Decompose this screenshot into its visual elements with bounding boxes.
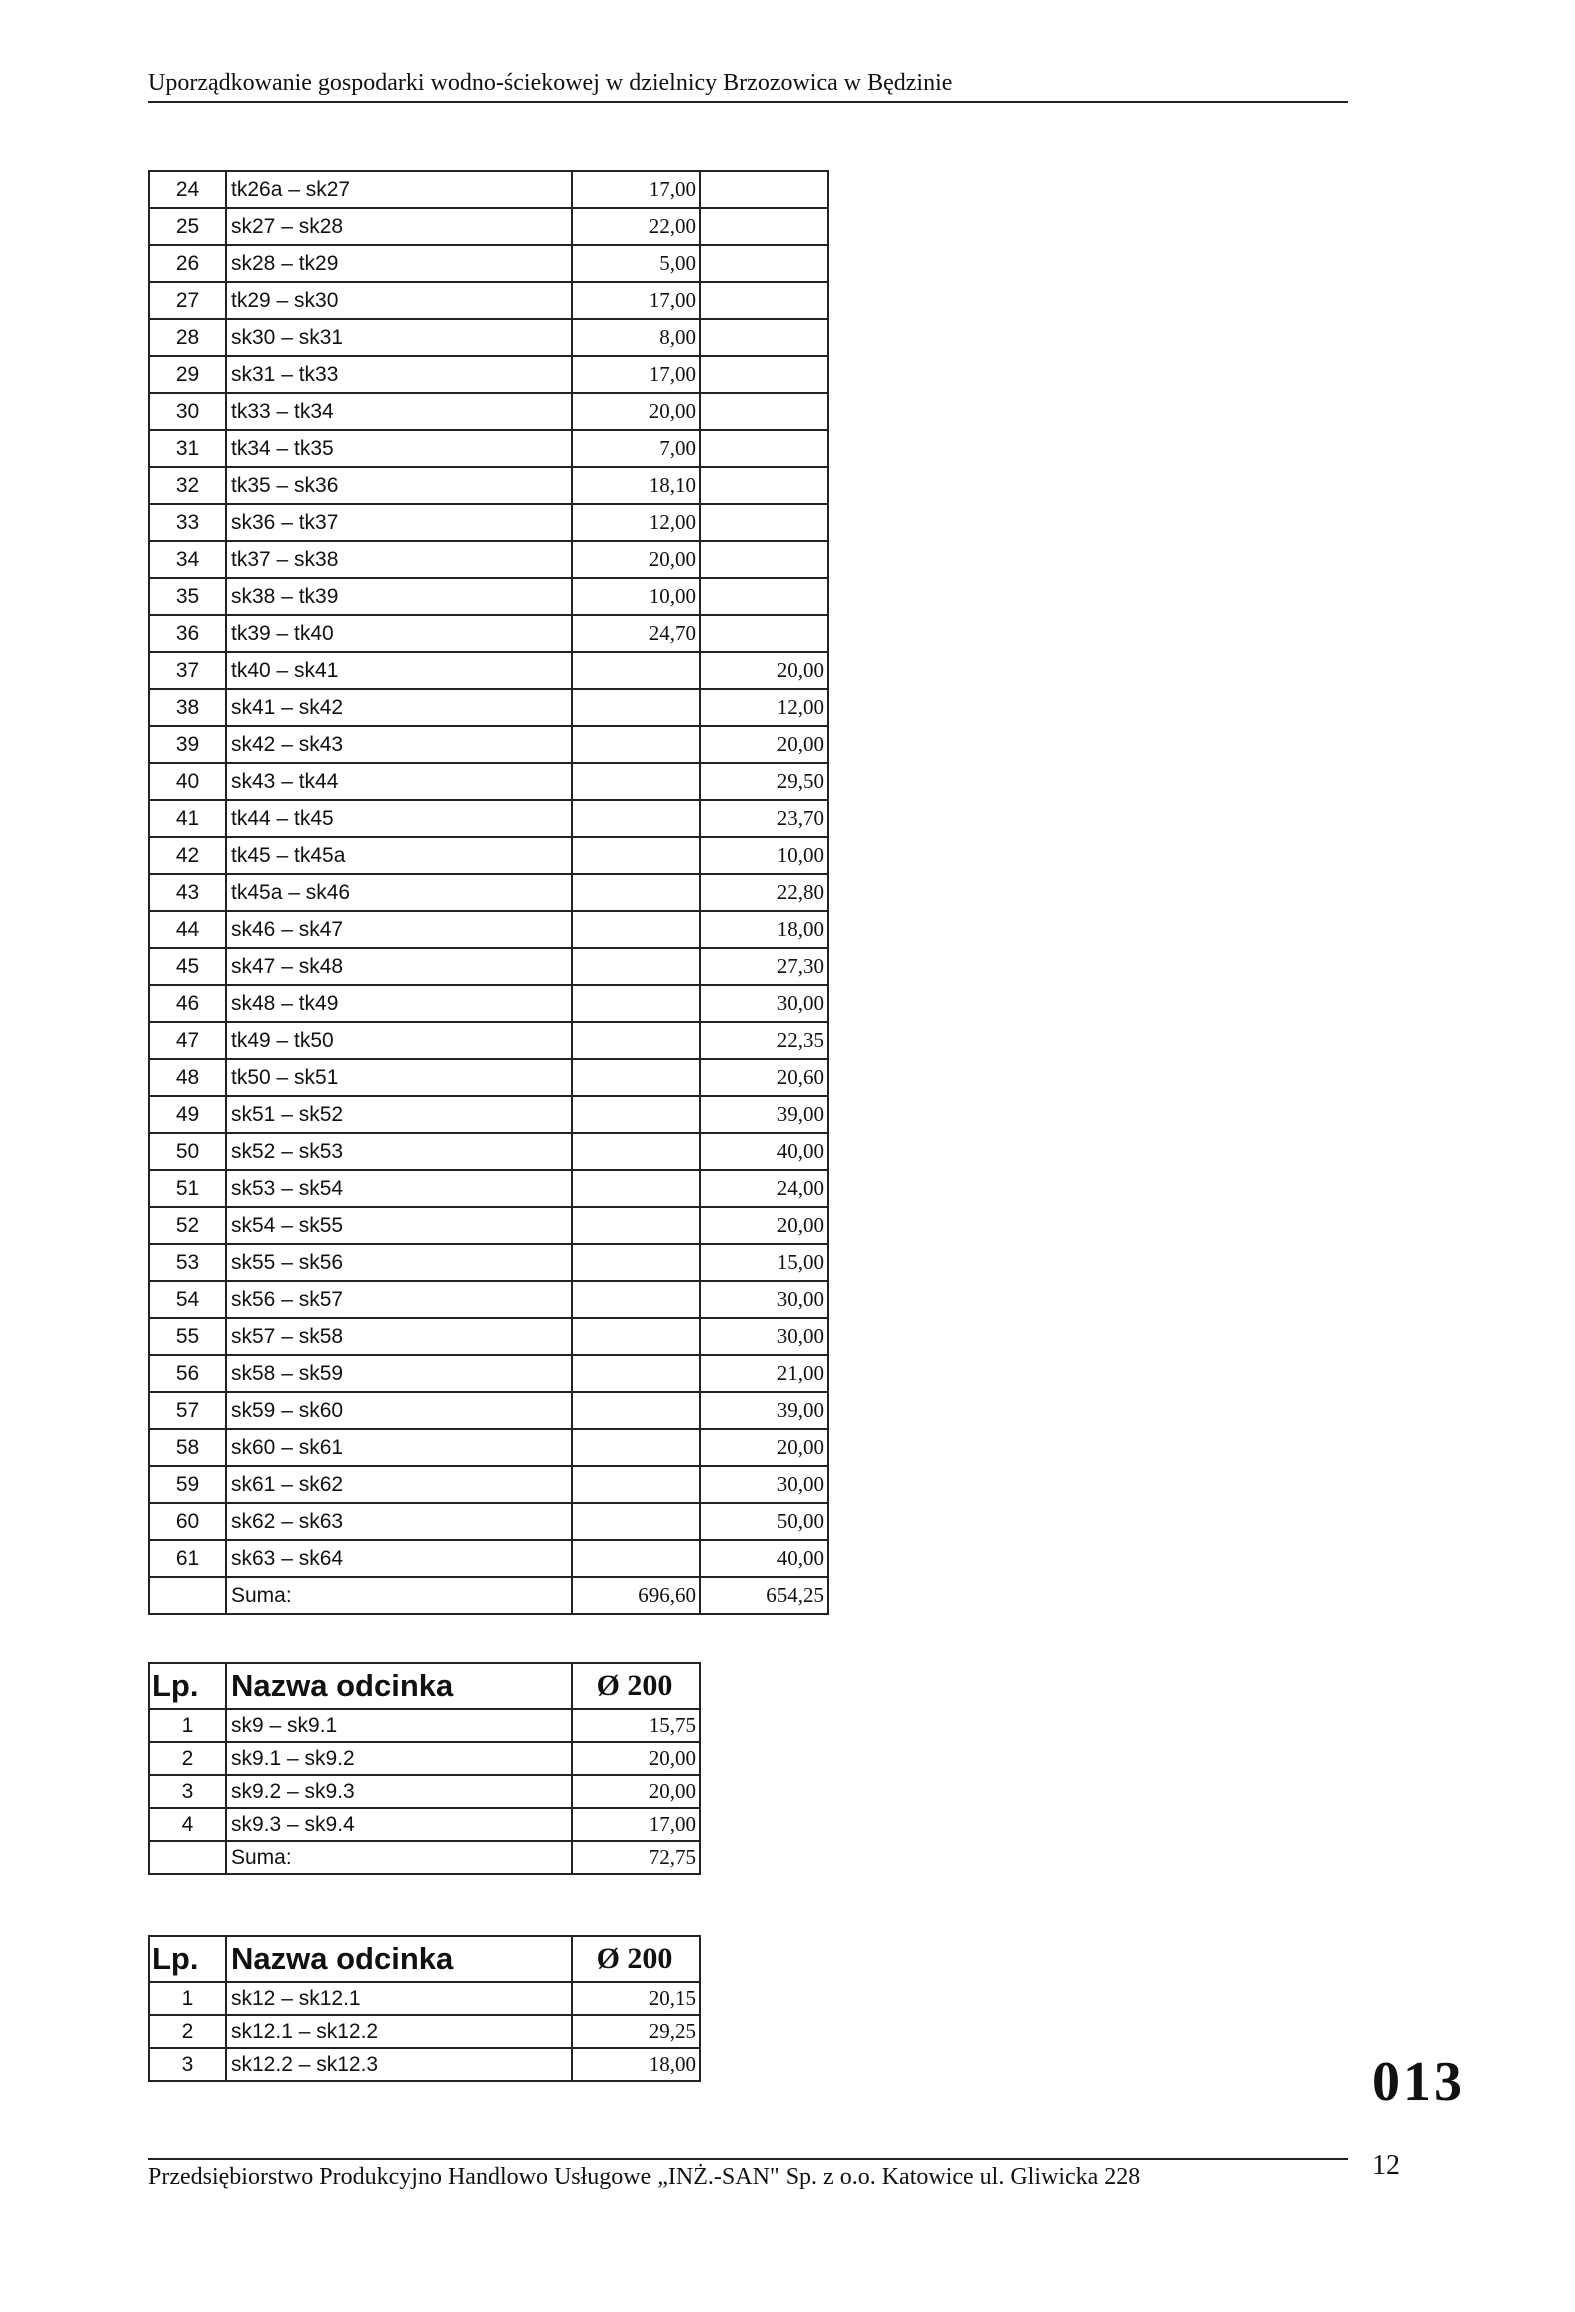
table-row xyxy=(149,1841,700,1874)
table-row-cell-0: 43 xyxy=(149,874,226,911)
table-row-cell-3: 20,00 xyxy=(700,652,828,689)
column-header: Ø 200 xyxy=(572,1663,700,1709)
table-row-cell-0: 40 xyxy=(149,763,226,800)
table-row-cell-2: 5,00 xyxy=(572,245,700,282)
table-row-cell-0: 27 xyxy=(149,282,226,319)
table-row-cell-0: 38 xyxy=(149,689,226,726)
table-row-cell-3: 10,00 xyxy=(700,837,828,874)
table-row-cell-3 xyxy=(700,393,828,430)
table-row xyxy=(149,1133,828,1170)
table-row xyxy=(149,615,828,652)
table-row-cell-3: 21,00 xyxy=(700,1355,828,1392)
table-row-cell-1: sk60 – sk61 xyxy=(226,1429,572,1466)
table-row-cell-3: 20,00 xyxy=(700,726,828,763)
table-row-cell-1: tk50 – sk51 xyxy=(226,1059,572,1096)
table-row-cell-1: Suma: xyxy=(226,1577,572,1614)
table-row-cell-2 xyxy=(572,689,700,726)
table-row-cell-3: 654,25 xyxy=(700,1577,828,1614)
table-row xyxy=(149,282,828,319)
table-row-cell-0: 57 xyxy=(149,1392,226,1429)
table-row-cell-1: sk57 – sk58 xyxy=(226,1318,572,1355)
table-row xyxy=(149,1207,828,1244)
table-row-cell-2 xyxy=(572,1059,700,1096)
header-row xyxy=(149,1663,700,1709)
table-row-cell-1: sk63 – sk64 xyxy=(226,1540,572,1577)
table-row xyxy=(149,1244,828,1281)
table-row-cell-2 xyxy=(572,1133,700,1170)
table-row-cell-1: tk44 – tk45 xyxy=(226,800,572,837)
table-row-cell-1: sk36 – tk37 xyxy=(226,504,572,541)
table-row-cell-0: 33 xyxy=(149,504,226,541)
table-row-cell-3: 30,00 xyxy=(700,985,828,1022)
table-row xyxy=(149,1503,828,1540)
table-row-cell-2 xyxy=(572,1503,700,1540)
table-row-cell-0: 2 xyxy=(149,1742,226,1775)
table-row-cell-2 xyxy=(572,763,700,800)
table-row-cell-3 xyxy=(700,615,828,652)
table-row-cell-1: tk40 – sk41 xyxy=(226,652,572,689)
table-row-cell-0: 59 xyxy=(149,1466,226,1503)
table-row-cell-0: 31 xyxy=(149,430,226,467)
table-row xyxy=(149,1170,828,1207)
table-row-cell-0: 41 xyxy=(149,800,226,837)
table-row-cell-2: 8,00 xyxy=(572,319,700,356)
table-row-cell-1: tk45 – tk45a xyxy=(226,837,572,874)
table-row xyxy=(149,911,828,948)
table-row xyxy=(149,578,828,615)
table-row xyxy=(149,1808,700,1841)
table-row-cell-1: sk38 – tk39 xyxy=(226,578,572,615)
table-sk9 xyxy=(148,1662,701,1875)
table-row-cell-1: sk42 – sk43 xyxy=(226,726,572,763)
table-row xyxy=(149,1540,828,1577)
table-row-cell-0: 55 xyxy=(149,1318,226,1355)
column-header: Lp. xyxy=(149,1936,226,1982)
table-row-cell-3: 27,30 xyxy=(700,948,828,985)
table-row-cell-2 xyxy=(572,1429,700,1466)
table-row-cell-2: 15,75 xyxy=(572,1709,700,1742)
table-row-cell-2 xyxy=(572,800,700,837)
table-row-cell-3: 30,00 xyxy=(700,1318,828,1355)
table-row-cell-2 xyxy=(572,1466,700,1503)
page-header: Uporządkowanie gospodarki wodno-ściekowej w dzielnicy Brzozowica w Będzinie xyxy=(148,70,1348,103)
table-row-cell-3: 30,00 xyxy=(700,1281,828,1318)
table-row-cell-1: sk51 – sk52 xyxy=(226,1096,572,1133)
table-row-cell-1: sk9.1 – sk9.2 xyxy=(226,1742,572,1775)
table-row-cell-3: 30,00 xyxy=(700,1466,828,1503)
table-row-cell-3 xyxy=(700,356,828,393)
table-row-cell-2: 20,00 xyxy=(572,393,700,430)
table-row-cell-0: 26 xyxy=(149,245,226,282)
table-row-cell-2 xyxy=(572,1170,700,1207)
table-row-cell-0: 1 xyxy=(149,1982,226,2015)
table-row-cell-0: 52 xyxy=(149,1207,226,1244)
table-row-cell-0: 36 xyxy=(149,615,226,652)
table-row-cell-2 xyxy=(572,1096,700,1133)
table-row-cell-2 xyxy=(572,837,700,874)
table-row-cell-3: 39,00 xyxy=(700,1096,828,1133)
table-row xyxy=(149,837,828,874)
table-row xyxy=(149,1392,828,1429)
table-row xyxy=(149,1281,828,1318)
table-row-cell-2 xyxy=(572,652,700,689)
stamp-number: 013 xyxy=(1372,2051,1465,2113)
table-row-cell-0: 32 xyxy=(149,467,226,504)
table-row-cell-0: 3 xyxy=(149,2048,226,2081)
table-row xyxy=(149,948,828,985)
table-row-cell-2: 24,70 xyxy=(572,615,700,652)
table-row-cell-2 xyxy=(572,874,700,911)
table-row-cell-1: sk47 – sk48 xyxy=(226,948,572,985)
table-row-cell-2: 18,00 xyxy=(572,2048,700,2081)
table-row-cell-1: sk53 – sk54 xyxy=(226,1170,572,1207)
table-row-cell-0: 49 xyxy=(149,1096,226,1133)
table-row-cell-3 xyxy=(700,319,828,356)
table-row-cell-3: 22,35 xyxy=(700,1022,828,1059)
table-row-cell-0: 37 xyxy=(149,652,226,689)
table-row-cell-0: 58 xyxy=(149,1429,226,1466)
table-row xyxy=(149,1429,828,1466)
table-row-cell-0: 47 xyxy=(149,1022,226,1059)
table-row-cell-0 xyxy=(149,1577,226,1614)
column-header: Nazwa odcinka xyxy=(226,1663,572,1709)
table-row-cell-1: tk45a – sk46 xyxy=(226,874,572,911)
table-row-cell-1: tk29 – sk30 xyxy=(226,282,572,319)
table-row-cell-2 xyxy=(572,1207,700,1244)
table-row-cell-2: 22,00 xyxy=(572,208,700,245)
table-row-cell-2: 696,60 xyxy=(572,1577,700,1614)
table-row-cell-1: sk46 – sk47 xyxy=(226,911,572,948)
column-header: Ø 200 xyxy=(572,1936,700,1982)
table-row-cell-3 xyxy=(700,578,828,615)
table-row-cell-1: sk30 – sk31 xyxy=(226,319,572,356)
table-row-cell-0: 29 xyxy=(149,356,226,393)
table-row xyxy=(149,652,828,689)
table-row-cell-1: sk43 – tk44 xyxy=(226,763,572,800)
table-row-cell-1: sk56 – sk57 xyxy=(226,1281,572,1318)
table-row-cell-1: sk9 – sk9.1 xyxy=(226,1709,572,1742)
table-row-cell-0: 35 xyxy=(149,578,226,615)
table-row-cell-1: tk39 – tk40 xyxy=(226,615,572,652)
table-row xyxy=(149,763,828,800)
table-row xyxy=(149,1022,828,1059)
table-row-cell-0: 3 xyxy=(149,1775,226,1808)
table-row xyxy=(149,393,828,430)
table-row-cell-2 xyxy=(572,948,700,985)
table-row-cell-2: 17,00 xyxy=(572,282,700,319)
table-row-cell-3: 12,00 xyxy=(700,689,828,726)
table-row-cell-3 xyxy=(700,208,828,245)
table-row-cell-3: 23,70 xyxy=(700,800,828,837)
table-row xyxy=(149,1466,828,1503)
table-row xyxy=(149,726,828,763)
table-row-cell-3: 18,00 xyxy=(700,911,828,948)
table-row-cell-2 xyxy=(572,985,700,1022)
table-row-cell-0: 30 xyxy=(149,393,226,430)
table-row-cell-1: sk31 – tk33 xyxy=(226,356,572,393)
table-row xyxy=(149,245,828,282)
table-row-cell-1: sk61 – sk62 xyxy=(226,1466,572,1503)
table-row-cell-0: 4 xyxy=(149,1808,226,1841)
table-row-cell-1: Suma: xyxy=(226,1841,572,1874)
table-row-cell-2: 18,10 xyxy=(572,467,700,504)
table-row-cell-2: 20,00 xyxy=(572,1775,700,1808)
table-row-cell-3 xyxy=(700,467,828,504)
table-row-cell-1: sk12.1 – sk12.2 xyxy=(226,2015,572,2048)
table-row xyxy=(149,1742,700,1775)
table-sk12 xyxy=(148,1935,701,2082)
table-row-cell-0: 53 xyxy=(149,1244,226,1281)
table-row-cell-3 xyxy=(700,430,828,467)
table-row xyxy=(149,1982,700,2015)
table-row xyxy=(149,2048,700,2081)
page-number: 12 xyxy=(1372,2150,1400,2181)
table-row xyxy=(149,1355,828,1392)
table-row-cell-0: 1 xyxy=(149,1709,226,1742)
table-row-cell-3: 40,00 xyxy=(700,1133,828,1170)
table-row-cell-2: 20,00 xyxy=(572,1742,700,1775)
table-row-cell-2 xyxy=(572,911,700,948)
table-row-cell-0: 51 xyxy=(149,1170,226,1207)
table-row-cell-2 xyxy=(572,1022,700,1059)
table-row-cell-2: 17,00 xyxy=(572,1808,700,1841)
table-row-cell-1: sk59 – sk60 xyxy=(226,1392,572,1429)
table-row-cell-3: 20,00 xyxy=(700,1207,828,1244)
table-row-cell-2 xyxy=(572,1281,700,1318)
table-row-cell-1: sk52 – sk53 xyxy=(226,1133,572,1170)
table-row xyxy=(149,874,828,911)
table-row xyxy=(149,430,828,467)
column-header: Nazwa odcinka xyxy=(226,1936,572,1982)
table-row-cell-1: sk27 – sk28 xyxy=(226,208,572,245)
table-row xyxy=(149,1577,828,1614)
table-row-cell-1: sk9.2 – sk9.3 xyxy=(226,1775,572,1808)
table-row-cell-2 xyxy=(572,1318,700,1355)
table-row-cell-0: 25 xyxy=(149,208,226,245)
table-row-cell-2: 10,00 xyxy=(572,578,700,615)
table-row-cell-3 xyxy=(700,282,828,319)
table-row-cell-0: 56 xyxy=(149,1355,226,1392)
table-row xyxy=(149,356,828,393)
table-row-cell-1: tk33 – tk34 xyxy=(226,393,572,430)
table-row-cell-1: sk54 – sk55 xyxy=(226,1207,572,1244)
table-row-cell-2: 20,00 xyxy=(572,541,700,578)
table-row-cell-1: sk58 – sk59 xyxy=(226,1355,572,1392)
table-row xyxy=(149,319,828,356)
header-row xyxy=(149,1936,700,1982)
table-row-cell-1: sk9.3 – sk9.4 xyxy=(226,1808,572,1841)
table-row-cell-3: 40,00 xyxy=(700,1540,828,1577)
table-row-cell-3 xyxy=(700,504,828,541)
table-row-cell-2 xyxy=(572,1355,700,1392)
table-row xyxy=(149,208,828,245)
table-row-cell-3 xyxy=(700,171,828,208)
table-row-cell-0: 46 xyxy=(149,985,226,1022)
table-row-cell-0: 48 xyxy=(149,1059,226,1096)
table-row xyxy=(149,2015,700,2048)
table-row-cell-2 xyxy=(572,726,700,763)
table-row-cell-1: sk48 – tk49 xyxy=(226,985,572,1022)
table-row-cell-1: sk55 – sk56 xyxy=(226,1244,572,1281)
column-header: Lp. xyxy=(149,1663,226,1709)
table-row-cell-3: 20,00 xyxy=(700,1429,828,1466)
table-row-cell-1: sk12 – sk12.1 xyxy=(226,1982,572,2015)
table-row-cell-3: 15,00 xyxy=(700,1244,828,1281)
table-row-cell-1: sk28 – tk29 xyxy=(226,245,572,282)
table-row xyxy=(149,800,828,837)
table-row xyxy=(149,1096,828,1133)
table-row-cell-0: 61 xyxy=(149,1540,226,1577)
table-row xyxy=(149,504,828,541)
table-row-cell-3: 24,00 xyxy=(700,1170,828,1207)
table-row-cell-0: 54 xyxy=(149,1281,226,1318)
table-row-cell-3 xyxy=(700,541,828,578)
table-row-cell-2 xyxy=(572,1244,700,1281)
table-row-cell-2 xyxy=(572,1540,700,1577)
table-row xyxy=(149,1775,700,1808)
table-row xyxy=(149,1059,828,1096)
table-row-cell-3 xyxy=(700,245,828,282)
table-row-cell-0 xyxy=(149,1841,226,1874)
table-row-cell-0: 45 xyxy=(149,948,226,985)
table-row-cell-2 xyxy=(572,1392,700,1429)
table-row-cell-1: tk35 – sk36 xyxy=(226,467,572,504)
table-row-cell-0: 42 xyxy=(149,837,226,874)
table-row xyxy=(149,689,828,726)
table-row-cell-3: 50,00 xyxy=(700,1503,828,1540)
table-row-cell-3: 29,50 xyxy=(700,763,828,800)
table-row-cell-0: 44 xyxy=(149,911,226,948)
table-row-cell-0: 2 xyxy=(149,2015,226,2048)
table-row xyxy=(149,171,828,208)
table-row-cell-2: 72,75 xyxy=(572,1841,700,1874)
table-row xyxy=(149,467,828,504)
table-row-cell-0: 50 xyxy=(149,1133,226,1170)
main-table xyxy=(148,170,829,1615)
table-row-cell-2: 17,00 xyxy=(572,356,700,393)
table-row-cell-1: sk62 – sk63 xyxy=(226,1503,572,1540)
table-row xyxy=(149,1709,700,1742)
table-row-cell-1: tk49 – tk50 xyxy=(226,1022,572,1059)
table-row xyxy=(149,1318,828,1355)
table-row-cell-2: 20,15 xyxy=(572,1982,700,2015)
table-row-cell-2: 7,00 xyxy=(572,430,700,467)
table-row-cell-0: 39 xyxy=(149,726,226,763)
table-row-cell-0: 60 xyxy=(149,1503,226,1540)
table-row-cell-3: 22,80 xyxy=(700,874,828,911)
table-row-cell-1: sk12.2 – sk12.3 xyxy=(226,2048,572,2081)
page-footer: Przedsiębiorstwo Produkcyjno Handlowo Usługowe „INŻ.-SAN" Sp. z o.o. Katowice ul. Gliwicka 228 xyxy=(148,2158,1348,2191)
table-row-cell-1: tk26a – sk27 xyxy=(226,171,572,208)
table-row-cell-3: 39,00 xyxy=(700,1392,828,1429)
table-row-cell-1: tk37 – sk38 xyxy=(226,541,572,578)
table-row xyxy=(149,985,828,1022)
table-row-cell-1: sk41 – sk42 xyxy=(226,689,572,726)
table-row-cell-0: 24 xyxy=(149,171,226,208)
table-row-cell-0: 28 xyxy=(149,319,226,356)
table-row xyxy=(149,541,828,578)
table-row-cell-2: 17,00 xyxy=(572,171,700,208)
table-row-cell-2: 12,00 xyxy=(572,504,700,541)
table-row-cell-2: 29,25 xyxy=(572,2015,700,2048)
table-row-cell-1: tk34 – tk35 xyxy=(226,430,572,467)
table-row-cell-0: 34 xyxy=(149,541,226,578)
table-row-cell-3: 20,60 xyxy=(700,1059,828,1096)
